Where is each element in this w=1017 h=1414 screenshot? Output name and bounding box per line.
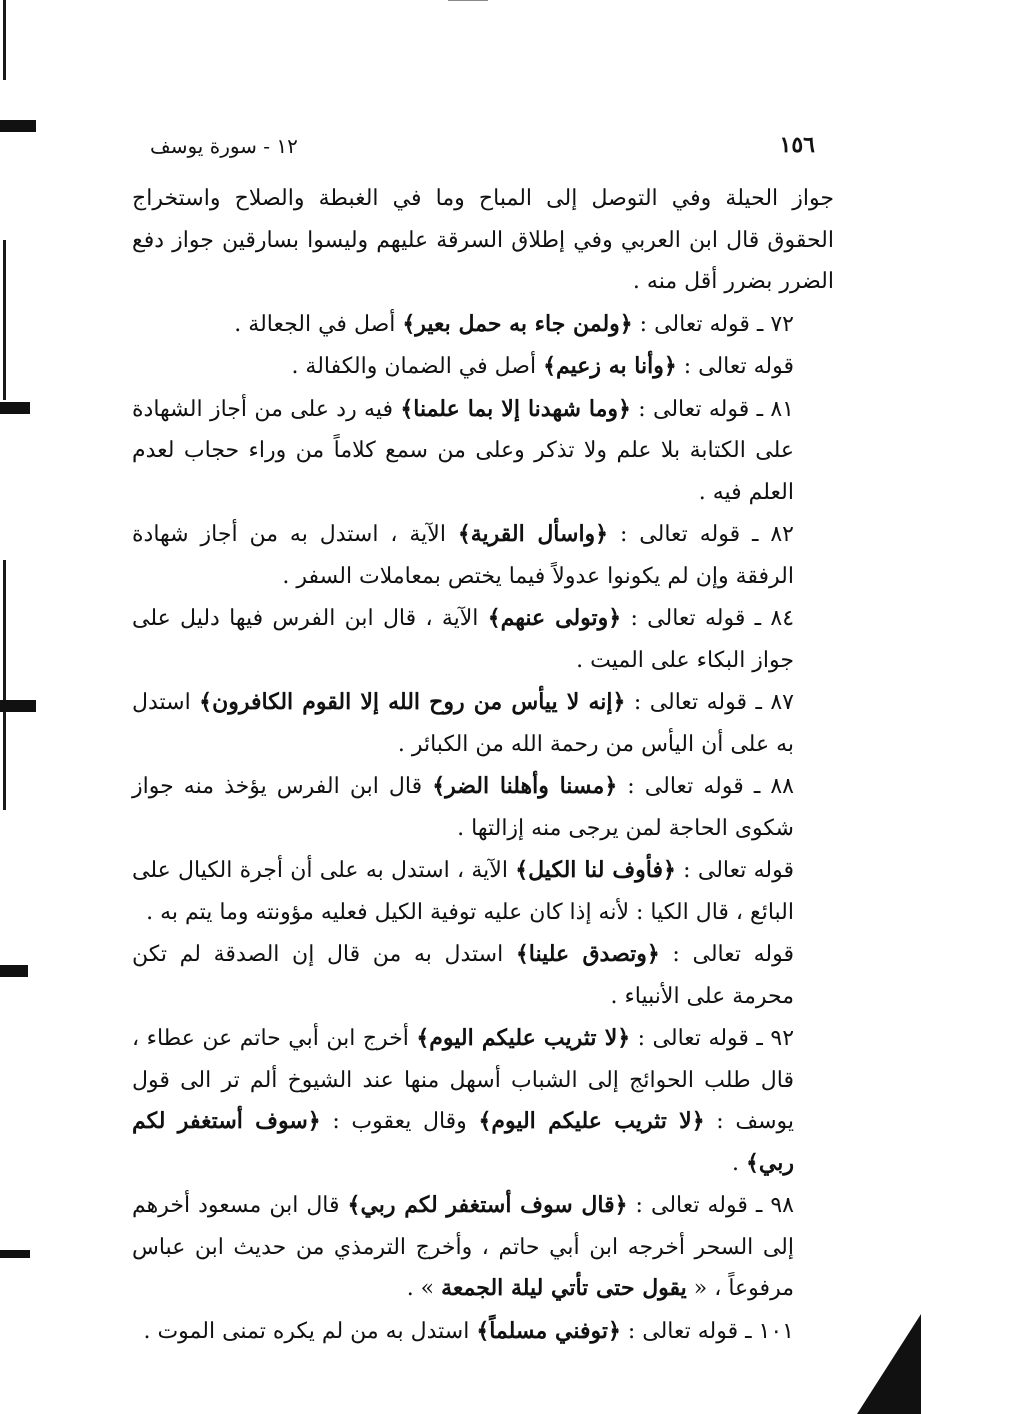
paragraph: [132, 346, 834, 388]
quran-quote: ﴿قال سوف أستغفر لكم ربي﴾: [347, 1192, 628, 1218]
page-header: [150, 132, 815, 162]
paragraph-text: قوله تعالى :: [675, 858, 794, 883]
paragraph: [132, 304, 834, 346]
paragraph: [132, 514, 834, 597]
paragraph-text: جواز الحيلة وفي التوصل إلى المباح وما في الغبطة والصلاح واستخراج الحقوق قال ابن العربي وفي إطلاق السرقة عليهم وليسوا بسارقين جواز دفع الضرر بضرر أقل منه .: [132, 186, 834, 294]
paragraph: [132, 389, 834, 514]
quran-quote: ﴿واسأل القرية﴾: [457, 521, 609, 547]
paragraph-text: أصل في الجعالة .: [234, 311, 403, 337]
paragraph: [132, 1311, 834, 1353]
paragraph-text: الآية ، قال ابن الفرس فيها دليل على جواز البكاء على الميت .: [132, 606, 794, 673]
paragraph-text: ٨٤ ـ قوله تعالى :: [621, 606, 795, 631]
paragraph-text: استدل به من لم يكره تمنى الموت .: [143, 1318, 477, 1344]
paragraph-text: استدل به على أن اليأس من رحمة الله من الكبائر .: [132, 690, 794, 757]
running-title: ١٢ - سورة يوسف: [150, 134, 298, 158]
quran-quote: يقول حتى تأتي ليلة الجمعة: [441, 1275, 687, 1301]
paragraph-text: أصل في الضمان والكفالة .: [291, 354, 544, 379]
paragraph: [132, 598, 834, 681]
paragraph-text: وقال يعقوب :: [320, 1109, 479, 1134]
paragraph: [132, 934, 834, 1017]
paragraph-text: قال ابن الفرس يؤخذ منه جواز شكوى الحاجة لمن يرجى منه إزالتها .: [132, 774, 794, 841]
scan-edge-mark: [0, 965, 28, 977]
paragraph-text: قال ابن مسعود أخرهم إلى السحر أخرجه ابن أبي حاتم ، وأخرج الترمذي من حديث ابن عباس مرفوعاً ، «: [132, 1193, 794, 1301]
paragraph-text: ٧٢ ـ قوله تعالى :: [632, 311, 794, 337]
top-rule: [448, 0, 488, 1]
page-number: ١٥٦: [779, 132, 815, 158]
paragraph-text: قوله تعالى :: [676, 354, 794, 379]
paragraph-text: ٨٢ ـ قوله تعالى :: [608, 522, 794, 547]
paragraph-text: فيه رد على من أجاز الشهادة على الكتابة بلا علم ولا تذكر وعلى من سمع كلاماً من وراء حجاب لعدم العلم فيه .: [132, 396, 794, 505]
quran-quote: ﴿فأوف لنا الكيل﴾: [515, 857, 676, 883]
scan-edge-mark: [0, 120, 36, 132]
quran-quote: ﴿وما شهدنا إلا بما علمنا﴾: [400, 395, 631, 422]
paragraph-text: .: [732, 1150, 747, 1176]
paragraph-text: قوله تعالى :: [659, 942, 794, 967]
paragraph: [132, 1185, 834, 1310]
scan-edge-mark: [0, 1250, 30, 1258]
quran-quote: ﴿إنه لا ييأس من روح الله إلا القوم الكافرون﴾: [199, 689, 626, 715]
paragraph-text: ٩٨ ـ قوله تعالى :: [627, 1193, 794, 1218]
quran-quote: ﴿وتولى عنهم﴾: [487, 605, 622, 631]
paragraph-text: ١٠١ ـ قوله تعالى :: [620, 1318, 794, 1344]
paragraph-text: ٨٧ ـ قوله تعالى :: [625, 690, 794, 715]
scan-edge-line: [3, 0, 6, 80]
quran-quote: ﴿سوف أستغفر لكم ربي﴾: [132, 1108, 794, 1176]
scan-edge-mark: [0, 700, 36, 712]
paragraph-text: أخرج ابن أبي حاتم عن عطاء ، قال طلب الحوائج إلى الشباب أسهل منها عند الشيوخ ألم تر الى قول يوسف :: [132, 1026, 795, 1134]
paragraph-text: ٩٢ ـ قوله تعالى :: [630, 1026, 795, 1051]
scan-edge-line: [3, 240, 6, 400]
quran-quote: ﴿ولمن جاء به حمل بعير﴾: [402, 310, 633, 337]
paragraph: [132, 682, 834, 765]
paragraph-text: الآية ، استدل به من أجاز شهادة الرفقة وإن لم يكونوا عدولاً فيما يختص بمعاملات السفر .: [132, 522, 794, 589]
paragraph-text: » .: [406, 1276, 442, 1301]
quran-quote: ﴿وتصدق علينا﴾: [515, 941, 660, 967]
paragraph: [132, 178, 834, 303]
quran-quote: ﴿لا تثريب عليكم اليوم﴾: [478, 1108, 705, 1134]
quran-quote: ﴿مسنا وأهلنا الضر﴾: [432, 773, 618, 799]
paragraph: [132, 1018, 834, 1184]
paragraph-text: ٨١ ـ قوله تعالى :: [630, 396, 794, 422]
quran-quote: ﴿توفني مسلماً﴾: [476, 1317, 621, 1344]
paragraph-text: الآية ، استدل به على أن أجرة الكيال على البائع ، قال الكيا : لأنه إذا كان عليه توفية الكيل فعليه مؤونته وما يتم به .: [132, 858, 794, 925]
scan-edge-mark: [0, 402, 30, 414]
scan-edge-line: [3, 560, 6, 810]
quran-quote: ﴿لا تثريب عليكم اليوم﴾: [416, 1025, 631, 1051]
paragraph: [132, 850, 834, 933]
paragraph-text: ٨٨ ـ قوله تعالى :: [617, 774, 794, 799]
page-body: [132, 178, 834, 1353]
paragraph-text: استدل به من قال إن الصدقة لم تكن محرمة على الأنبياء .: [132, 942, 794, 1009]
quran-quote: ﴿وأنا به زعيم﴾: [543, 353, 677, 379]
corner-fold: [857, 1314, 921, 1414]
paragraph: [132, 766, 834, 849]
